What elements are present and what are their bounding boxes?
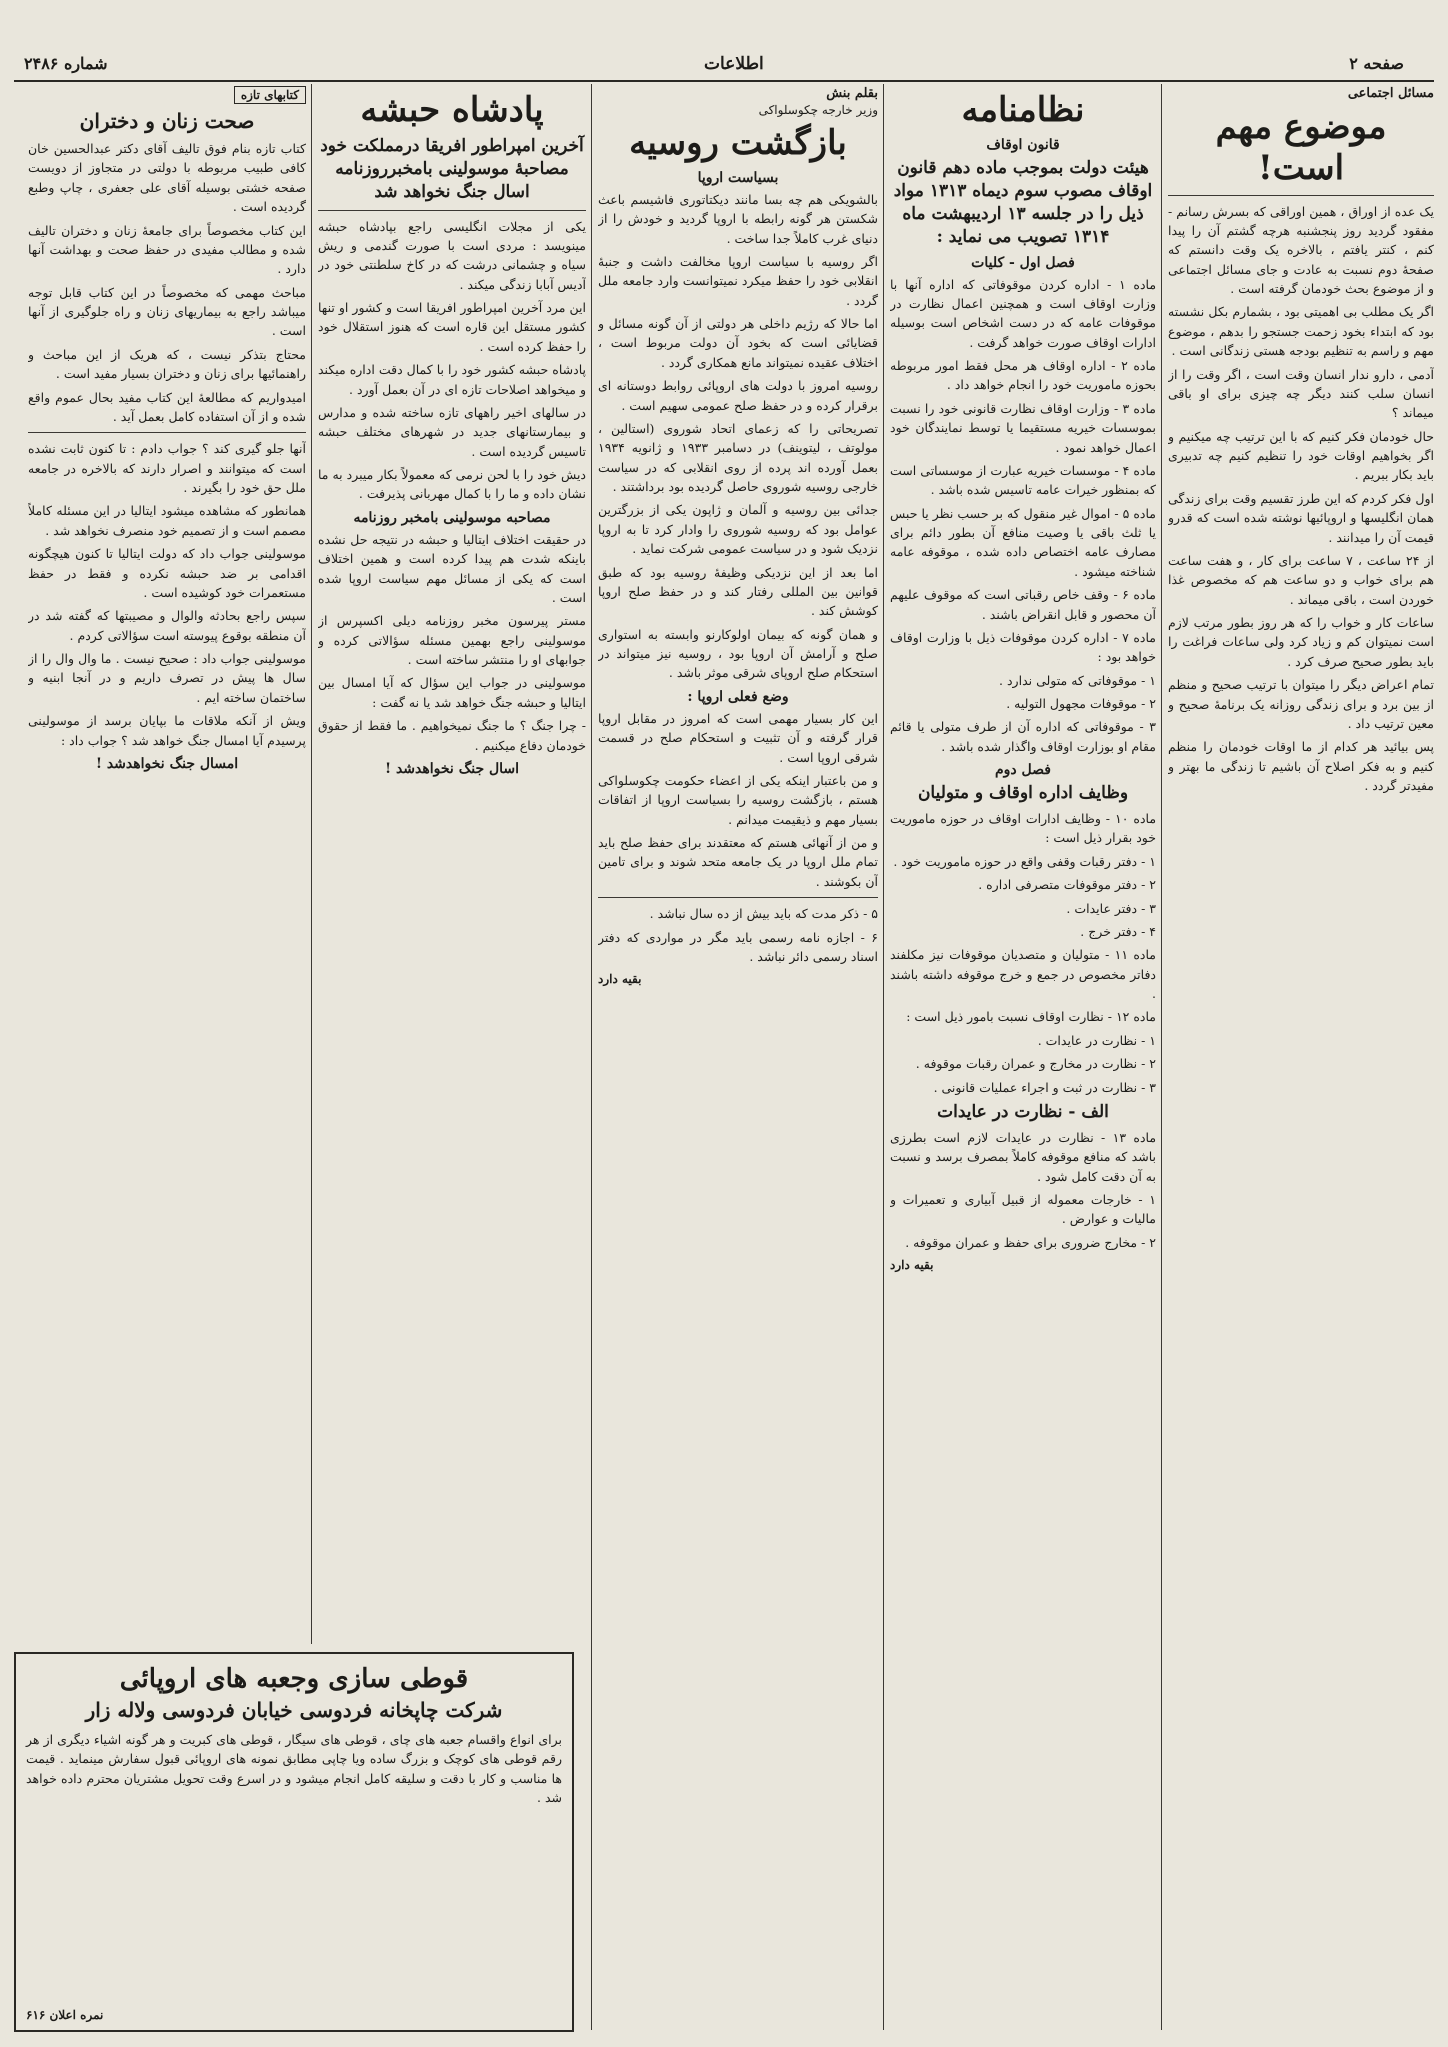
paragraph: ماده ۵ - اموال غیر منقول که بر حسب نظر یا حبس یا ثلث باقی یا وصیت منافع آن بطور دائم برای مصارف عامه اختصاص داده شده ، موقوفه عامه شناخته میشود . [890,505,1156,579]
paragraph: آدمی ، دارو ندار انسان وقت است ، اگر وقت را از انسان سلب کنند دیگر چه چیزی برای او باقی میماند ؟ [1168,366,1434,421]
column-social-issues [1168,84,1434,2030]
column-rule [591,84,592,2030]
paragraph: مستر پیرسون مخبر روزنامه دیلی اکسپرس از موسولینی راجع بهمین مسئله سؤالاتی کرده و جوابهای او را منتشر ساخته است . [318,613,586,668]
paragraph: اگر روسیه با سیاست اروپا مخالفت داشت و جنبهٔ انقلابی خود را حفظ میکرد نمیتوانست وارد جامعه ملل گردد . [598,253,878,308]
paragraph: ۱ - خارجات معموله از قبیل آبیاری و تعمیرات و مالیات و عوارض . [890,1192,1156,1227]
paragraph: ۵ - ذکر مدت که باید بیش از ده سال نباشد . [649,906,878,922]
paragraph: ویش از آنکه ملاقات ما بپایان برسد از موسولینی پرسیدم آیا امسال جنگ خواهد شد ؟ جواب داد : [28,713,306,748]
subheadline: قانون اوقاف [986,136,1060,153]
column-new-books [28,84,306,1644]
section-title: الف - نظارت در عایدات [937,1101,1109,1122]
paragraph: ماده ۶ - وقف خاص رقباتی است که موقوف علیهم آن محصور و قابل انقراض باشند . [890,587,1156,622]
masthead [14,50,1434,82]
headline: بازگشت روسیه [629,123,847,163]
paragraph: ساعات کار و خواب را که هر روز بطور مرتب لازم است نمیتوان کم و زیاد کرد ولی ساعات فراغت را باید بطور صحیح صرف کرد . [1168,615,1434,669]
paragraph: ماده ۱۲ - نظارت اوقاف نسبت بامور ذیل است : [906,1009,1156,1025]
paragraph: همانطور که مشاهده میشود ایتالیا در این مسئله کاملاً مصمم است و از تصمیم خود منصرف نخواهد شد . [28,503,306,538]
paragraph: ماده ۱ - اداره کردن موقوفاتی که اداره آنها با وزارت اوقاف است و همچنین اعمال نظارت در موقوفات عامه که در دست اشخاص است بوسیله ادارات اوقاف صورت خواهد گرفت . [890,276,1156,350]
section-title: بسیاست اروپا [697,169,779,186]
paper-name: اطلاعات [704,54,764,74]
paragraph: جدائی بین روسیه و آلمان و ژاپون یکی از بزرگترین عوامل بود که روسیه شوروی را وادار کرد تا به اروپا نزدیک شود و در سیاست عمومی شرکت نماید . [598,502,878,557]
paragraph: ۱ - نظارت در عایدات . [1037,1032,1156,1048]
paragraph: موسولینی جواب داد که دولت ایتالیا تا کنون هیچگونه اقدامی بر ضد حبشه نکرده و فقط در حفظ مستعمرات خود کوشیده است . [28,546,306,600]
headline: صحت زنان و دختران [79,109,255,133]
paragraph: ۲ - دفتر موقوفات متصرفی اداره . [978,877,1156,893]
advertisement-box [14,1652,574,2032]
paragraph: موسولینی در جواب این سؤال که آیا امسال بین ایتالیا و حبشه جنگ خواهد شد یا نه گفت : [318,675,586,710]
paragraph: ماده ۲ - اداره اوقاف هر محل فقط امور مربوطه بحوزه ماموریت خود را انجام خواهد داد . [890,358,1156,393]
paragraph: یک عده از اوراق ، همین اوراقی که بسرش رسانم - مفقود گردید روز پنجشنبه هرچه گشتم آن را پیدا کنم ، کنتر یافتم ، بالاخره یک وقت دانستم که صفحهٔ دوم نسبت به عادت و جای مسائل اجتماعی و از موضوع بحث خودمان گرفته است . [1168,203,1434,297]
paragraph: دیش خود را با لحن نرمی که معمولاً بکار میبرد به ما نشان داده و ما را با کمال مهربانی پذیرفت . [318,467,586,502]
closing-line: اسال جنگ نخواهدشد ! [384,760,520,777]
paragraph: ۴ - دفتر خرج . [1080,923,1156,939]
subheadline: آخرین امپراطور افریقا درمملکت خود مصاحبهٔ موسولینی بامخبرروزنامه اسال جنگ نخواهد شد [320,135,584,202]
paragraph: از ۲۴ ساعت ، ۷ ساعت برای کار ، و هفت ساعت هم برای خواب و دو ساعت هم که مخصوص غذا خوردن است ، باقی میماند . [1168,552,1434,607]
ad-subtitle: شرکت چاپخانه فردوسی خیابان فردوسی ولاله زار [85,1698,503,1722]
paragraph: پس بیائید هر کدام از ما اوقات خودمان را منظم کنیم و به فکر اصلاح آن باشیم تا زندگی ما بهتر و مفیدتر گردد . [1168,739,1434,794]
decree-text: هیئت دولت بموجب ماده دهم قانون اوقاف مصوب سوم دیماه ۱۳۱۳ مواد ذیل را در جلسه ۱۳ اردیبهشت ماه ۱۳۱۴ تصویب می نماید : [893,157,1153,247]
paragraph: ۲ - موقوفات مجهول التولیه . [1006,696,1156,712]
paragraph: ماده ۴ - موسسات خیریه عبارت از موسساتی است که بمنظور خیرات عامه تاسیس شده باشد . [890,462,1156,498]
closing-line: امسال جنگ نخواهدشد ! [95,755,239,772]
section-tag: کتابهای تازه [234,86,306,104]
column-rule [883,84,884,2030]
ad-text: برای انواع واقسام جعبه های چای ، قوطی های سیگار ، قوطی های کبریت و هر گونه اشیاء دیگری از هر رقم قوطی های کوچک و بزرگ ساده ویا چاپی مطابق نمونه های اروپائی قبول سفارش مینماید . قیمت ها مناسب و کار با دقت و سلیقه کامل انجام میشود و در اسرع وقت تحویل مشتریان محترم داده خواهد شد . [26,1732,562,1806]
paragraph: بالشویکی هم چه بسا مانند دیکتاتوری فاشیسم باعث شکستن هر گونه رابطه با اروپا گردید و خودش را از دنیای غرب کاملاً جدا ساخت . [598,191,878,246]
paragraph: ماده ۷ - اداره کردن موقوفات ذیل با وزارت اوقاف خواهد بود : [890,629,1156,665]
paragraph: حال خودمان فکر کنیم که با این ترتیب چه میکنیم و اگر بخواهیم اوقات خود را تنظیم کنیم چه تدبیری باید بکار ببریم . [1168,428,1434,483]
paragraph: ۳ - نظارت در ثبت و اجراء عملیات قانونی . [933,1079,1156,1095]
paragraph: ماده ۱۱ - متولیان و متصدیان موقوفات نیز مکلفند دفاتر مخصوص در جمع و خرج موقوفه داشته باشند . [890,947,1156,1002]
paragraph: تصریحاتی را که زعمای اتحاد شوروی (استالین ، مولوتف ، لیتوینف) در دسامبر ۱۹۳۳ و ژانویه ۱۹۳۴ بعمل آورده اند پرده از روی انقلابی که در سیاست خارجی روسیه شوروی حاصل گردیده بود برداشتند . [598,420,878,495]
paragraph: - چرا جنگ ؟ ما جنگ نمیخواهیم . ما فقط از حقوق خودمان دفاع میکنیم . [318,718,586,753]
headline: موضوع مهم است! [1215,107,1387,188]
paragraph: این کتاب مخصوصاً برای جامعهٔ زنان و دختران تالیف شده و مطالب مفیدی در حفظ صحت و بهداشت آنها دارد . [28,222,306,277]
paragraph: موسولینی جواب داد : صحیح نیست . ما وال وال را از سال ها پیش در تصرف داریم و در آنجا ابنیه و ساختمان ساخته ایم . [28,651,306,705]
chapter-subtitle: وظایف اداره اوقاف و متولیان [917,783,1129,804]
paragraph: اگر یک مطلب بی اهمیتی بود ، بشمارم بکل نشسته بود که ابتداء بخود زحمت جستجو را بدهم ، موضوع مهم و راسم به تنظیم بودجه هستی زندگانی است . [1168,304,1434,359]
paragraph: اول فکر کردم که این طرز تقسیم وقت برای زندگی همان انگلیسها و اروپائیها نوشته شده است که قدرو قیمت آن را میدانند . [1168,490,1434,545]
paragraph: ماده ۱۰ - وظایف ادارات اوقاف در حوزه ماموریت خود بقرار ذیل است : [890,811,1156,846]
ad-title: قوطی سازی وجعبه های اروپائی [119,1664,469,1694]
headline: پادشاه حبشه [360,90,544,130]
paragraph: ماده ۳ - وزارت اوقاف نظارت قانونی خود را نسبت بموسسات خیریه مستقیما یا توسط نمایندگان خود اعمال خواهد نمود . [890,400,1156,455]
continued-label: بقیه دارد [890,1258,934,1273]
column-regulation [890,84,1156,2030]
paragraph: ماده ۱۳ - نظارت در عایدات لازم است بطرزی باشد که منافع موقوفه کاملاً بمصرف برسد و نسبت به آن دقت کامل شود . [890,1129,1156,1184]
paragraph: اما بعد از این نزدیکی وظیفهٔ روسیه بود که طبق قوانین بین المللی رفتار کند و در حفظ صلح اروپا کوشش کند . [598,564,878,619]
byline-role: وزیر خارجه چکوسلواکی [758,103,878,117]
paragraph: این مرد آخرین امپراطور افریقا است و کشور او تنها کشور مستقل این قاره است که هنوز استقلال خود را حفظ کرده است . [318,300,586,354]
paragraph: و همان گونه که بیمان اولوکارنو وابسته به استواری صلح و آرامش آن اروپا بود ، روسیه نیز میتواند در استحکام صلح اروپای شرقی موثر باشد . [598,626,878,681]
column-rule [1161,84,1162,2030]
paragraph: پادشاه حبشه کشور خود را با کمال دقت اداره میکند و میخواهد اصلاحات تازه ای در آن بعمل آورد . [318,362,586,397]
paragraph: کتاب تازه بنام فوق تالیف آقای دکتر عبدالحسین خان کافی طبیب مربوطه با دولتی در متجاوز از دویست صفحه خشتی بوسیله آقای علی جعفری ، چاپ وطبع گردیده است . [28,141,306,215]
paragraph: ۲ - نظارت در مخارج و عمران رقبات موقوفه . [915,1056,1156,1072]
paragraph: این کار بسیار مهمی است که امروز در مقابل اروپا قرار گرفته و آن تثبیت و استحکام صلح در قسمت شرقی اروپا است . [598,710,878,765]
paragraph: اما حالا که رژیم داخلی هر دولتی از آن گونه مسائل و قضایائی است که بخود آن دولت مربوط است ، اختلاف عقیده نمیتواند مانع همکاری گردد . [598,316,878,370]
chapter-title: فصل دوم [995,762,1051,779]
byline: بقلم بنش [826,86,878,101]
column-russia [598,84,878,2030]
paragraph: ۶ - اجازه نامه رسمی باید مگر در مواردی که دفتر اسناد رسمی دائر نباشد . [598,929,878,964]
paragraph: مباحث مهمی که مخصوصاً در این کتاب قابل توجه میباشد راجع به بیماریهای زنان و راه جلوگیری از آنها است . [28,284,306,339]
section-title: وضع فعلی اروپا : [687,688,789,705]
paragraph: ۲ - مخارج ضروری برای حفظ و عمران موقوفه . [905,1234,1156,1250]
paragraph: امیدواریم که مطالعهٔ این کتاب مفید بحال عموم واقع شده و از آن استفاده کامل بعمل آید . [28,389,306,424]
paragraph: در حقیقت اختلاف ایتالیا و حبشه در نتیجه حل نشده باینکه شدت هم پیدا کرده است و همین اختلاف است که یکی از مسائل مهم سیاست اروپا شده است . [318,531,586,605]
paragraph: و من از آنهائی هستم که معتقدند برای حفظ صلح باید تمام ملل اروپا در یک جامعه متحد شوند و برای تامین آن بکوشند . [598,835,878,889]
paragraph: محتاج بتذکر نیست ، که هریک از این مباحث و راهنمائیها برای زنان و دختران بسیار مفید است . [28,346,306,382]
paragraph: ۱ - موقوفاتی که متولی ندارد . [999,672,1156,688]
section-title: مصاحبه موسولینی بامخبر روزنامه [353,509,551,526]
paragraph: روسیه امروز با دولت های اروپائی روابط دوستانه ای برقرار کرده و در حفظ صلح عمومی سهیم است . [598,378,878,413]
paragraph: ۳ - موقوفاتی که اداره آن از طرف متولی یا قائم مقام او بوزارت اوقاف واگذار شده باشد . [890,719,1156,754]
column-rule [311,84,312,1644]
ad-number: نمره اعلان ۶۱۶ [26,2008,104,2022]
issue-number: شماره ۲۴۸۶ [24,54,108,73]
paragraph: سپس راجع بحادثه والوال و مصیبتها که گفته شد در آن منطقه بوقوع پیوسته است سؤالاتی کردم . [28,608,306,643]
paragraph: ۱ - دفتر رقبات وقفی واقع در حوزه ماموریت خود . [893,853,1156,869]
page-number: صفحه ۲ [1349,54,1404,73]
paragraph: یکی از مجلات انگلیسی راجع بپادشاه حبشه مینویسد : مردی است با صورت گندمی و ریش سیاه و چشمانی درشت که در کاخ سلطنتی خود در آدیس آبابا زندگی میکند . [318,218,586,292]
paragraph: در سالهای اخیر راههای تازه ساخته شده و مدارس و بیمارستانهای جدید در شهرهای مختلف حبشه تاسیس گردیده است . [318,404,586,459]
kicker: مسائل اجتماعی [1347,86,1434,101]
paragraph: ۳ - دفتر عایدات . [1066,900,1156,916]
paragraph: و من باعتبار اینکه یکی از اعضاء حکومت چکوسلواکی هستم ، بازگشت روسیه را بسیاست اروپا از اتفاقات بسیار مهم و ذیقیمت میدانم . [598,772,878,827]
paragraph: آنها جلو گیری کند ؟ جواب دادم : تا کنون ثابت نشده است که میتوانند و اصرار دارند که بالاخره در جامعه ملل حق خود را بگیرند . [28,441,306,495]
headline: نظامنامه [961,90,1085,130]
chapter-title: فصل اول - کلیات [971,254,1075,271]
paragraph: تمام اعراض دیگر را میتوان با ترتیب صحیح و منظم از بین برد و برای زندگی روزانه یک برنامهٔ صحیح و معین ترتیب داد . [1168,677,1434,731]
column-abyssinia [318,84,586,1644]
continued-label: بقیه دارد [598,972,642,987]
